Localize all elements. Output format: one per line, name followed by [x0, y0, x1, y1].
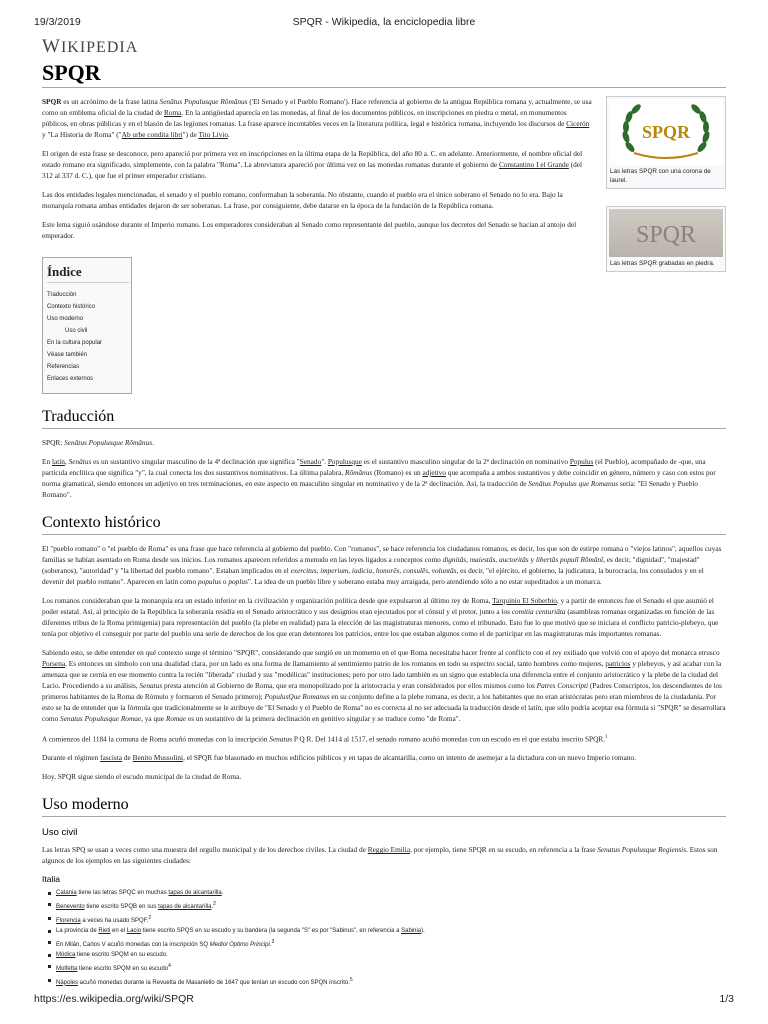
- inline-link[interactable]: Senado: [299, 457, 322, 466]
- inline-link[interactable]: Tito Livio: [198, 130, 229, 139]
- list-item: [48, 899, 726, 913]
- paragraph: [42, 148, 594, 181]
- inline-link[interactable]: Rieti: [98, 928, 111, 935]
- text-run: ('El Senado y el Pueblo Romano'). Hace referencia al gobierno de la antigua República romana y, actualmente, se usa como un emblema oficial de la ciudad de: [42, 97, 592, 117]
- text-run: que acompaña a ambos sustantivos y debe coincidir en género, número y caso con estos por norma gramatical, siendo entonces un adjetivo en tres terminaciones, en este aspecto en masculino singular en nominativo y de la 2ª declinación. Así, la traducción de: [42, 468, 716, 488]
- list-item: [48, 888, 726, 899]
- italic-text: Romae: [165, 714, 187, 723]
- inline-link[interactable]: Cicerón: [566, 119, 590, 128]
- text-run: Los romanos consideraban que la monarquía era un estado inferior en la civilización y organización política desde que expulsaron al último rey de Roma,: [42, 596, 493, 605]
- svg-text:SPQR: SPQR: [635, 222, 697, 248]
- text-run: tiene escrito SPQB en sus: [84, 904, 159, 911]
- text-run: tiene las letras SPQC en muchas: [76, 890, 169, 897]
- italic-text: exercitus, imperium, iudicia, honorēs, consulēs, voluntās: [290, 566, 457, 575]
- text-run: y "La Historia de Roma" (": [42, 130, 122, 139]
- text-run: (del 312 al 337 d. C.), que fue el primer emperador cristiano.: [42, 160, 583, 180]
- subsection-heading-uso-civil: Uso civil: [42, 827, 78, 839]
- section-contexto: [42, 543, 726, 782]
- list-item: [48, 937, 726, 951]
- inline-link[interactable]: Tarquinio El Soberbio: [492, 596, 557, 605]
- reference-link[interactable]: 4: [168, 962, 171, 969]
- inline-link[interactable]: Molfetta: [56, 965, 78, 972]
- inline-link[interactable]: Nápoles: [56, 979, 79, 986]
- text-run: , y a partir de entonces fue el Senado el que asumió el poder estatal. Así, al principio de la República la soberanía residía en el Senado aristocrático y sus designios eran ejecutados por el cónsul y el pretor, junto a los: [42, 596, 714, 616]
- text-run: En Milán, Carlos V acuñó monedas con la inscripción SQ: [56, 941, 210, 948]
- paragraph: [42, 647, 726, 724]
- section-uso-civil: [42, 844, 726, 866]
- italic-text: Senatus Populusque Regiensis: [597, 845, 687, 855]
- italic-text: Senātus: [68, 457, 92, 466]
- text-run: .: [269, 941, 272, 948]
- image-stone[interactable]: [606, 206, 726, 272]
- inline-link[interactable]: Benito Mussolini: [132, 753, 184, 763]
- paragraph: [42, 543, 726, 587]
- text-run: , es decir, "dignidad", "majestad" (soberanos), "autoridad" y "la libertad del pueblo romano". Estaban implicados en el: [42, 555, 700, 575]
- italic-text: Senātus Populusque Rōmānus: [64, 438, 153, 447]
- paragraph: [42, 456, 726, 500]
- text-run: presta atención al Gobierno de Roma, que era monopolizado por la aristocracia y eran considerados por ellos mismos como los: [162, 681, 537, 690]
- text-run: El origen de esta frase se desconoce, pero apareció por primera vez en inscripciones en la última etapa de la República, del año 80 a. C. en adelante. Anteriormente, el nombre oficial del estado romano era significado, simplemente, con la palabra "Roma". La abreviatura apareció por última vez en las monedas romanas durante el gobierno de: [42, 149, 583, 169]
- text-run: El "pueblo romano" o "el pueblo de Roma" es una frase que hace referencia al gobierno del pueblo. Con "romanos", se hace referencia los ciudadanos romanos, es decir, los que son de estirpe romana o "viejos latinos", aquellos cuyas familias se habían asentado en Roma desde sus inicios. Los romanos aparecen referidos a menudo en las leyes ligados a conceptos como: [42, 544, 722, 564]
- text-run: (el Pueblo), acompañado de -que, una partícula enclítica que significa "y", la cual conecta los dos sustantivos nominativos. La última palabra,: [42, 457, 706, 477]
- wikipedia-logo[interactable]: [42, 36, 726, 56]
- paragraph: [42, 437, 726, 448]
- text-run: es un acrónimo de la frase latina: [61, 97, 160, 106]
- toc-title: Índice: [47, 264, 129, 283]
- text-run: Las letras SPQ se usan a veces como una muestra del orgullo municipal y de los derechos civiles. La ciudad de: [42, 845, 368, 855]
- paragraph: [42, 771, 726, 782]
- text-run: es un sustantivo de la primera declinación en genitivo singular y se traduce como "de Roma".: [186, 714, 461, 723]
- svg-text:SPQR: SPQR: [641, 122, 691, 142]
- paragraph: [42, 844, 726, 866]
- text-run: (asambleas romanas organizadas en función de las diferentes tribus de la Roma primigenia) para representación del pueblo (la plebe en realidad) para la elección de las magistraturas menores, como el tribunado. Esto fue lo que motivó que se iniciara el conflicto patricio-plebeyo, que tenía por objetivo el conseguir por parte del pueblo una serie de derechos de los que eran detentores los patricios, entre los que estaban algunos como el de participar en las magistraturas más importantes romanas.: [42, 607, 719, 638]
- text-run: ,: [64, 457, 69, 466]
- text-run: acuñó monedas durante la Revuelta de Masaniello de 1647 que tenían un escudo con SPQN inscrito.: [78, 979, 350, 986]
- inline-link[interactable]: Populus: [569, 457, 594, 466]
- bold-text: SPQR: [42, 97, 62, 106]
- image-caption: Las letras SPQR con una corona de laurel.: [610, 168, 711, 184]
- italic-text: Senatus Populusque Romae: [60, 714, 142, 723]
- text-run: .: [152, 438, 154, 447]
- inline-link[interactable]: Porsena: [42, 659, 66, 668]
- image-laurel[interactable]: [606, 96, 726, 189]
- inline-link[interactable]: Benevento: [56, 904, 85, 911]
- text-run: es un sustantivo singular masculino de la 4ª declinación que significa ": [91, 457, 300, 466]
- list-item: [48, 913, 726, 927]
- italic-text: populus: [197, 577, 222, 586]
- text-run: ".: [321, 457, 328, 466]
- text-run: .: [221, 890, 224, 897]
- inline-link[interactable]: Constantino I el Grande: [498, 160, 569, 169]
- text-run: tiene escrito SPQM en su escudo.: [75, 952, 168, 959]
- text-run: a veces ha usado SPQF.: [80, 917, 149, 924]
- print-title: SPQR - Wikipedia, la enciclopedia libre: [292, 16, 476, 28]
- text-run: Hoy, SPQR sigue siendo el escudo municipal de la ciudad de Roma.: [42, 772, 242, 782]
- italia-list: [48, 888, 726, 988]
- table-of-contents: [42, 257, 132, 394]
- inline-link[interactable]: tapas de alcantarilla: [168, 890, 222, 897]
- reference-link[interactable]: 5: [349, 976, 353, 983]
- italic-text: Patres Conscripti: [536, 681, 589, 690]
- article-content: [42, 36, 726, 988]
- inline-link[interactable]: Lacio: [126, 928, 142, 935]
- toc-item[interactable]: Uso moderno: [47, 316, 84, 322]
- inline-link[interactable]: patricios: [605, 659, 631, 668]
- italic-text: Senatus: [269, 734, 292, 744]
- laurel-image: [609, 99, 723, 165]
- paragraph: [42, 96, 594, 140]
- paragraph: [42, 752, 726, 763]
- inline-link[interactable]: Florencia: [56, 917, 81, 924]
- logo-rest: IKIPEDIA: [60, 39, 139, 56]
- text-run: tiene escrito SPQM en su escudo: [77, 965, 169, 972]
- text-run: A comienzos del 1184 la comuna de Roma acuñó monedas con la inscripción: [42, 734, 270, 744]
- paragraph: [42, 189, 594, 211]
- text-run: ". La idea de un pueblo libre y soberano estaba muy arraigada, pero atendiendo sólo a no estar supeditados a un monarca.: [247, 577, 602, 586]
- text-run: En: [42, 457, 52, 466]
- italic-text: Senātus Populus que Romanus: [528, 479, 619, 488]
- italic-text: dignitās, maiestās, auctoritās: [442, 555, 529, 564]
- text-run: Este lema siguió usándose durante el Imperio romano. Los emperadores consideraban al Senado como representante del pueblo, aunque los decretos del Senado se hacían al antojo del emperador.: [42, 220, 577, 240]
- laurel-wreath-icon: [616, 101, 716, 163]
- toc-item[interactable]: Uso civil: [65, 328, 88, 334]
- inline-link[interactable]: fascista: [100, 753, 123, 763]
- lead-text: [42, 96, 594, 241]
- inline-link[interactable]: Sabinia: [401, 928, 422, 935]
- text-run: P Q R. Del 1414 al 1517, el senado romano acuñó monedas con un escudo en el que estaba inscrito SPQR.: [292, 734, 606, 744]
- text-run: SPQR:: [42, 438, 65, 447]
- text-run: , es decir, "el ejército, el gobierno, la judicatura, la burocracia, los consulados y en el devenir del pueblo romano". Aparecen en latín como: [42, 566, 704, 586]
- text-run: La provincia de: [56, 928, 99, 935]
- text-run: . Es entonces un símbolo con una dualidad clara, por un lado es una forma de llamamiento al sentimiento patrio de los romanos en todo su espectro social, tanto hombres como mujeres,: [65, 659, 606, 668]
- text-run: Durante el régimen: [42, 753, 101, 763]
- text-run: y: [528, 555, 536, 564]
- text-run: sería: "El Senado y Pueblo Romano".: [42, 479, 698, 499]
- inline-link[interactable]: Ab urbe condita libri: [121, 130, 183, 139]
- stone-inscription-icon: [611, 211, 721, 255]
- inline-link[interactable]: Populusque: [327, 457, 362, 466]
- text-run: , el SPQR fue blasonado en muchos edificios públicos y en tapas de alcantarilla, como un intento de asemejar a la dictadura con un nuevo Imperio romano.: [183, 753, 636, 763]
- italic-text: poplus: [228, 577, 248, 586]
- text-run: (Romano) es un: [372, 468, 423, 477]
- italic-text: Senātus Populusque Rōmānus: [159, 97, 248, 106]
- inline-link[interactable]: Reggio Emilia: [367, 845, 411, 855]
- inline-link[interactable]: latín: [51, 457, 65, 466]
- text-run: Las dos entidades legales mencionadas, el senado y el pueblo romano, conformaban la soberanía. No obstante, cuando el pueblo era el único soberano el Senado no lo era. Bajo la monarquía romana ambas entidades dejaron de ser soberanas. La frase, por consiguiente, debe datarse en la época de la fundación de la República romana.: [42, 190, 563, 210]
- print-page-number: 1/3: [719, 993, 734, 1005]
- italic-text: Senatus: [139, 681, 163, 690]
- inline-link[interactable]: Catania: [56, 890, 77, 897]
- paragraph: [42, 219, 594, 241]
- text-run: Sabiendo esto, se debe entender en qué contexto surge el término "SPQR", considerando que surgió en un momento en el que Roma necesitaba hacer frente al conflicto con el rey exiliado que volvió con el apoyo del monarca etrusco: [42, 648, 720, 657]
- italic-text: libertās populī Rōmānī: [535, 555, 604, 564]
- list-item: [48, 926, 726, 937]
- toc-item[interactable]: Traducción: [47, 292, 77, 298]
- list-item: [48, 950, 726, 961]
- logo-initial: W: [42, 36, 61, 57]
- image-caption: Las letras SPQR grabadas en piedra.: [610, 260, 715, 267]
- subsection-heading-italia: Italia: [42, 874, 60, 885]
- lead-area: [42, 96, 726, 267]
- toc-item[interactable]: Referencias: [47, 364, 80, 370]
- text-run: y plebeyos, y así acabar con la amenaza que se cernía en ese momento contra la recién "liberada" ciudad y sus "modélicas" instituciones; pero por otro lado también es un signo que establecía una diferencia entre el conjunto aristocrático y la plebe de la ciudad del Lacio. Procediendo a su análisis,: [42, 659, 722, 690]
- inline-link[interactable]: tapas de alcantarilla: [158, 904, 212, 911]
- toc-item[interactable]: Véase también: [47, 352, 88, 358]
- italic-text: PopulusQue Romanus: [264, 692, 330, 701]
- toc-item[interactable]: Contexto histórico: [47, 304, 96, 310]
- text-run: . En la antigüedad aparecía en las monedas, al final de los documentos públicos, en inscripciones en piedra o metal, en monumentos públicos, en obras públicas y en el blasón de las legiones romanas. La frase aparece incontables veces en la literatura política, legal e histórica romana, incluyendo los discursos de: [42, 108, 567, 128]
- italic-text: Mediol Optimo Principi: [209, 941, 270, 948]
- text-run: ).: [421, 928, 425, 935]
- toc-list: [47, 289, 131, 385]
- text-run: , por ejemplo, tiene SPQR en su escudo, en referencia a la frase: [410, 845, 598, 855]
- text-run: .: [211, 904, 214, 911]
- toc-item[interactable]: En la cultura popular: [47, 340, 103, 346]
- reference-link[interactable]: 1: [605, 735, 608, 740]
- inline-link[interactable]: Módica: [56, 952, 76, 959]
- inline-link[interactable]: adjetivo: [422, 468, 446, 477]
- paragraph: [42, 732, 726, 744]
- text-run: o: [221, 577, 229, 586]
- text-run: , ya que: [141, 714, 166, 723]
- text-run: en su conjunto define a la plebe romana, es decir, a los habitantes que no eran aristócratas pero eran miembros de la ciudadanía. Por esto se ha de entender que la fórmula que tradicionalmente se le atribuye de "El Senado y el Pueblo de Roma" no es correcta al no ser adecuada la traducción desde el latín, que sólo podría aceptar esa fórmula si "SPQR" se desarrollara como: [42, 692, 726, 723]
- page-title: SPQR: [42, 60, 726, 88]
- reference-link[interactable]: 3: [271, 938, 275, 945]
- text-run: ") de: [182, 130, 199, 139]
- print-url: https://es.wikipedia.org/wiki/SPQR: [34, 993, 194, 1005]
- text-run: .: [228, 130, 230, 139]
- stone-image: [609, 209, 723, 257]
- text-run: tiene escrito SPQS en su escudo y su bandera (la segunda "S" es por "Sabinus", en referencia a: [141, 928, 402, 935]
- text-run: de: [122, 753, 133, 763]
- section-heading-traduccion: Traducción: [42, 408, 726, 429]
- list-item: [48, 961, 726, 975]
- reference-link[interactable]: 2: [148, 914, 152, 921]
- toc-item[interactable]: Enlaces externos: [47, 376, 94, 382]
- print-date: 19/3/2019: [34, 16, 81, 28]
- italic-text: Rōmānus: [345, 468, 373, 477]
- italic-text: comitia centuriāta: [511, 607, 566, 616]
- inline-link[interactable]: Roma: [163, 108, 182, 117]
- text-run: en el: [110, 928, 127, 935]
- section-traduccion: [42, 437, 726, 500]
- section-heading-uso-moderno: Uso moderno: [42, 796, 726, 817]
- paragraph: [42, 595, 726, 639]
- text-run: (Padres Conscriptos, los descendientes de los primeros habitantes de la Roma de Rómulo y formaron el Senado primero);: [42, 681, 723, 701]
- text-run: es el sustantivo masculino singular de la 2ª declinación en nominativo: [361, 457, 570, 466]
- section-heading-contexto: Contexto histórico: [42, 514, 726, 535]
- list-item: [48, 975, 726, 989]
- reference-link[interactable]: 2: [213, 901, 216, 908]
- text-run: . Estos son algunos de los ejemplos en las siguientes ciudades:: [42, 845, 718, 866]
